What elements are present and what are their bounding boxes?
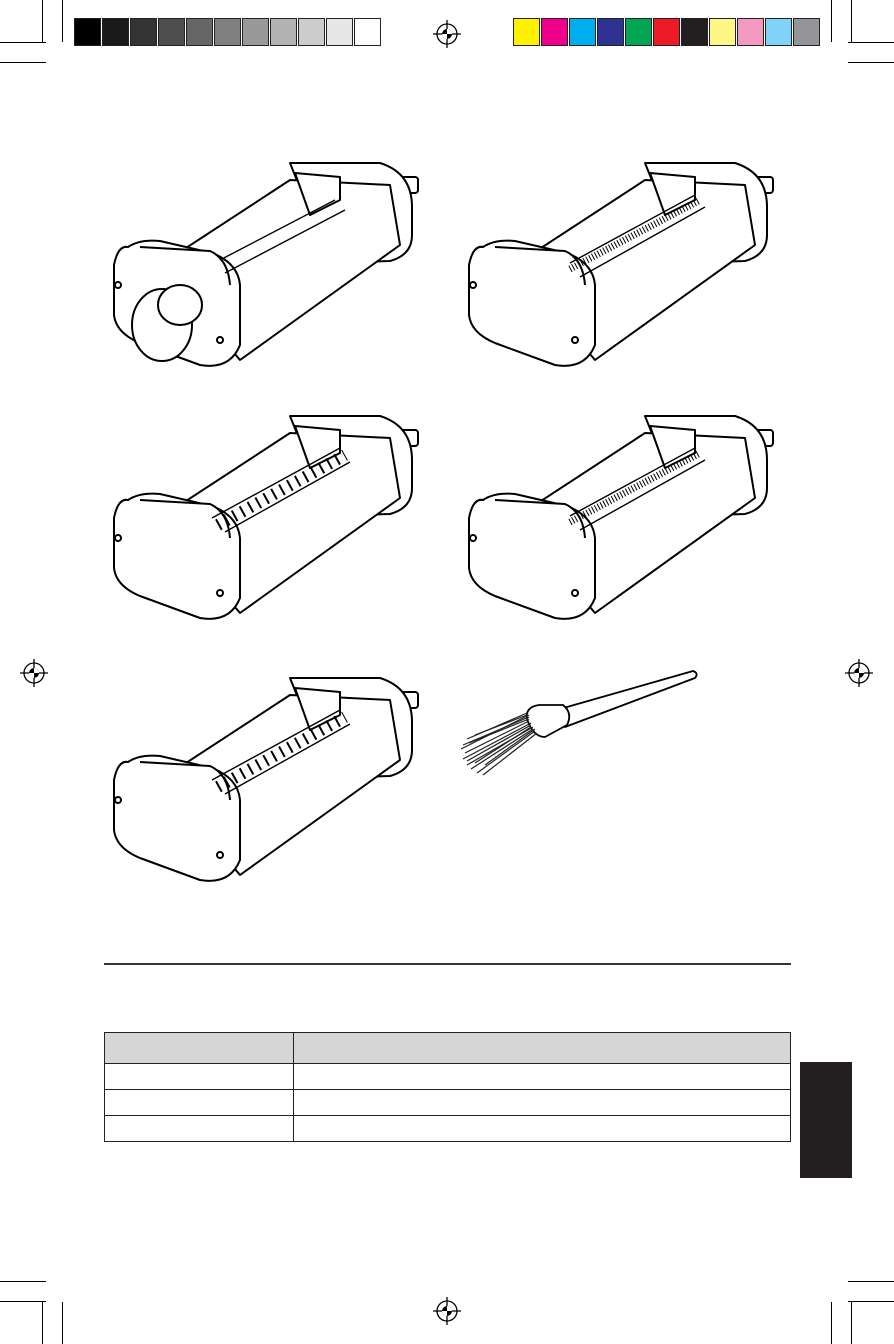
crop-mark xyxy=(0,42,46,43)
table-cell xyxy=(294,1090,791,1116)
color-swatch xyxy=(214,18,241,46)
crop-mark xyxy=(851,0,852,42)
crop-mark xyxy=(848,62,894,63)
parts-table xyxy=(104,1032,791,1142)
table-header-cell xyxy=(105,1033,294,1064)
section-divider xyxy=(104,963,791,965)
crop-mark xyxy=(0,1281,46,1282)
table-header-row xyxy=(105,1033,791,1064)
color-swatch xyxy=(354,18,381,46)
table-cell xyxy=(105,1116,294,1142)
color-swatch xyxy=(130,18,157,46)
crop-mark xyxy=(0,62,46,63)
table-cell xyxy=(294,1064,791,1090)
color-swatch xyxy=(569,18,596,46)
table-cell xyxy=(105,1090,294,1116)
crop-mark xyxy=(848,1301,894,1302)
wide-cutter-attachment-illustration-2 xyxy=(100,670,430,890)
registration-mark-icon xyxy=(433,20,461,48)
color-swatch xyxy=(793,18,820,46)
color-swatch xyxy=(158,18,185,46)
color-swatch xyxy=(653,18,680,46)
color-swatch xyxy=(186,18,213,46)
table-row xyxy=(105,1116,791,1142)
cleaning-brush-illustration xyxy=(455,665,705,785)
color-swatch xyxy=(74,18,101,46)
crop-mark xyxy=(42,0,43,42)
crop-mark xyxy=(62,1302,63,1344)
registration-mark-icon xyxy=(20,659,48,687)
color-swatch xyxy=(681,18,708,46)
color-swatch xyxy=(625,18,652,46)
color-swatch xyxy=(270,18,297,46)
color-swatch xyxy=(326,18,353,46)
color-swatch xyxy=(513,18,540,46)
table-row xyxy=(105,1090,791,1116)
color-swatch xyxy=(765,18,792,46)
fine-cutter-attachment-illustration xyxy=(455,155,785,375)
crop-mark xyxy=(42,1302,43,1344)
roller-attachment-illustration xyxy=(100,155,430,375)
color-swatch xyxy=(298,18,325,46)
color-swatch xyxy=(709,18,736,46)
table-cell xyxy=(105,1064,294,1090)
wide-cutter-attachment-illustration xyxy=(100,408,430,628)
crop-mark xyxy=(62,0,63,42)
table-header-cell xyxy=(294,1033,791,1064)
table-cell xyxy=(294,1116,791,1142)
color-swatch xyxy=(541,18,568,46)
crop-mark xyxy=(0,1301,46,1302)
crop-mark xyxy=(831,0,832,42)
fine-cutter-attachment-illustration-2 xyxy=(455,408,785,628)
color-swatch xyxy=(242,18,269,46)
color-swatch xyxy=(102,18,129,46)
color-swatch xyxy=(597,18,624,46)
registration-mark-icon xyxy=(433,1297,461,1325)
crop-mark xyxy=(848,42,894,43)
section-tab xyxy=(800,1062,852,1178)
crop-mark xyxy=(851,1302,852,1344)
color-swatch xyxy=(737,18,764,46)
table-row xyxy=(105,1064,791,1090)
crop-mark xyxy=(848,1281,894,1282)
crop-mark xyxy=(831,1302,832,1344)
registration-mark-icon xyxy=(845,659,873,687)
